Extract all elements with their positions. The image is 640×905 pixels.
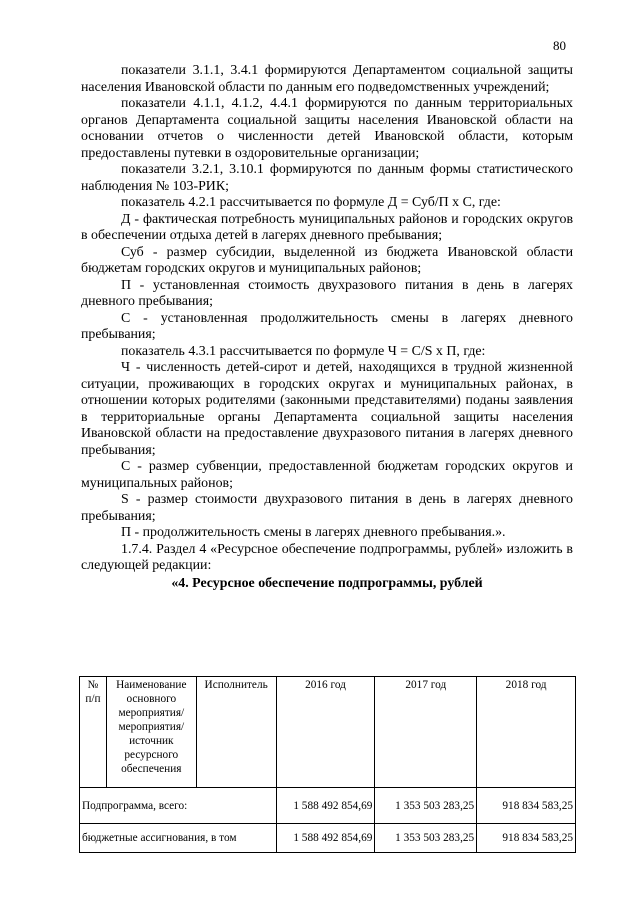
- header-name: Наименование основного мероприятия/ мероприятия/ источник ресурсного обеспечения: [106, 677, 196, 788]
- section-heading: «4. Ресурсное обеспечение подпрограммы, рублей: [171, 575, 483, 591]
- table-row: [80, 788, 576, 824]
- header-num: № п/п: [80, 677, 107, 788]
- cell-2017: 1 353 503 283,25: [375, 788, 477, 824]
- row-label: Подпрограмма, всего:: [80, 788, 277, 824]
- header-executor: Исполнитель: [196, 677, 276, 788]
- paragraph: С - установленная продолжительность смены в лагерях дневного пребывания;: [81, 310, 573, 342]
- paragraph: показатели 4.1.1, 4.1.2, 4.4.1 формируются по данным территориальных органов Департамента социальной защиты населения Ивановской области на основании отчетов о численности детей Ивановской области, которым предоставлены путевки в оздоровительные организации;: [81, 96, 573, 161]
- paragraph: Ч - численность детей-сирот и детей, находящихся в трудной жизненной ситуации, проживающих в городских округах и муниципальных районах, в отношении которых родителями (законными представителями) поданы заявления в территориальные органы Департамента социальной защиты населения Ивановской области на предоставление двухразового питания в лагерях дневного пребывания;: [81, 360, 573, 458]
- paragraph: показатели 3.1.1, 3.4.1 формируются Департаментом социальной защиты населения Ивановской области по данным его подведомственных учреждений;: [81, 63, 573, 95]
- table-row: [80, 824, 576, 853]
- paragraph: S - размер стоимости двухразового питания в день в лагерях дневного пребывания;: [81, 492, 573, 524]
- paragraph: П - продолжительность смены в лагерях дневного пребывания.».: [121, 525, 506, 540]
- paragraph: Д - фактическая потребность муниципальных районов и городских округов в обеспечении отдыха детей в лагерях дневного пребывания;: [81, 211, 573, 243]
- row-label: бюджетные ассигнования, в том: [80, 824, 277, 853]
- cell-2016: 1 588 492 854,69: [276, 788, 375, 824]
- cell-2016: 1 588 492 854,69: [276, 824, 375, 853]
- page-number: 80: [553, 38, 566, 53]
- document-body: [81, 63, 573, 592]
- paragraph: показатель 4.2.1 рассчитывается по формуле Д = Суб/П х С, где:: [121, 195, 501, 210]
- table-header-row: [80, 677, 576, 788]
- resource-table: [79, 676, 576, 853]
- paragraph: П - установленная стоимость двухразового питания в день в лагерях дневного пребывания;: [81, 277, 573, 309]
- cell-2018: 918 834 583,25: [477, 824, 576, 853]
- cell-2017: 1 353 503 283,25: [375, 824, 477, 853]
- paragraph: 1.7.4. Раздел 4 «Ресурсное обеспечение подпрограммы, рублей» изложить в следующей редакции:: [81, 541, 573, 573]
- header-2018: 2018 год: [477, 677, 576, 788]
- paragraph: С - размер субвенции, предоставленной бюджетам городских округов и муниципальных районов;: [81, 459, 573, 491]
- paragraph: показатель 4.3.1 рассчитывается по формуле Ч = С/S х П, где:: [121, 343, 486, 359]
- paragraph: Суб - размер субсидии, выделенной из бюджета Ивановской области бюджетам городских округов и муниципальных районов;: [81, 244, 573, 276]
- header-2017: 2017 год: [375, 677, 477, 788]
- paragraph: показатели 3.2.1, 3.10.1 формируются по данным формы статистического наблюдения № 103-РИК;: [81, 162, 573, 194]
- header-2016: 2016 год: [276, 677, 375, 788]
- cell-2018: 918 834 583,25: [477, 788, 576, 824]
